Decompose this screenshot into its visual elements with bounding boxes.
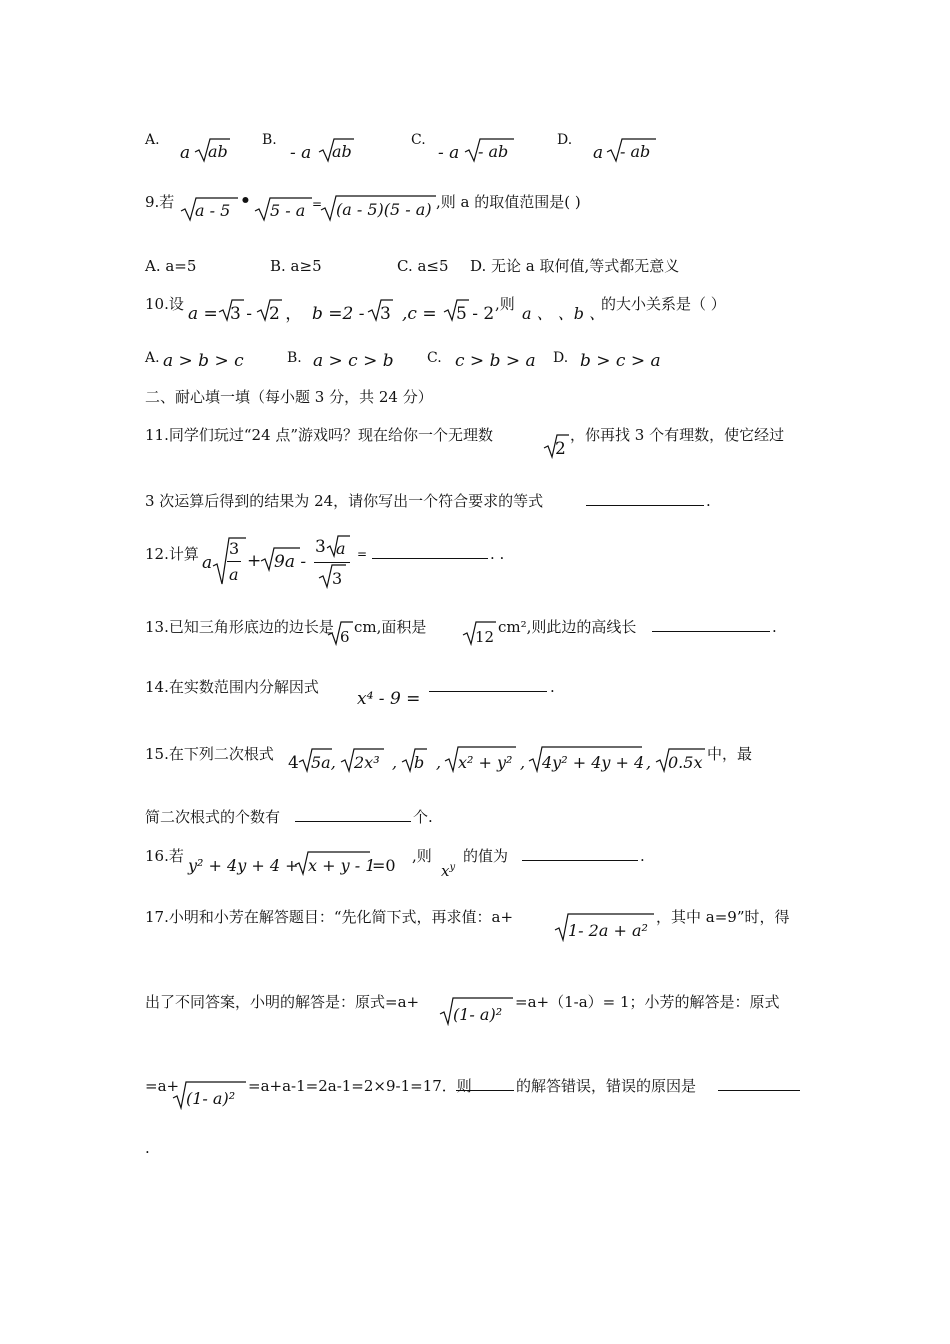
q15-r4: x² + y²: [458, 753, 513, 772]
q15-coef-4: 4: [288, 753, 299, 773]
q11-line2: 3 次运算后得到的结果为 24，请你写出一个符合要求的等式: [145, 492, 544, 510]
q8-option-b-label: B.: [262, 132, 277, 148]
q12-num-radicand: a: [336, 539, 346, 558]
q8-option-a-radicand: ab: [208, 142, 228, 161]
q15-end: 个.: [413, 808, 433, 826]
q12-den-radicand: 3: [332, 569, 343, 588]
q17-blank-reason[interactable]: [718, 1076, 800, 1096]
q17-line2b: =a+（1-a）= 1；小芳的解答是：原式: [515, 993, 780, 1011]
q9-option-c: C. a≤5: [397, 257, 449, 275]
q15-r2: 2x³: [354, 753, 380, 772]
q16-tail: 的值为: [463, 847, 509, 865]
q8-option-a-label: A.: [145, 132, 160, 148]
q15-r1: 5a,: [311, 753, 336, 772]
q8-option-c-coef: - a: [438, 143, 460, 163]
q12-radicand-9a: 9a -: [274, 552, 307, 572]
q12-equals: =: [357, 547, 368, 561]
q12-frac-den: a: [229, 565, 239, 584]
section-2-heading: 二、耐心填一填（每小题 3 分，共 24 分）: [145, 388, 433, 406]
q10-option-c: c > b > a: [455, 351, 536, 371]
q12-end: . .: [490, 545, 505, 563]
q10-suffix: ,则: [495, 295, 515, 313]
q11-line1b: ，你再找 3 个有理数，使它经过: [570, 426, 785, 444]
q16-expr-left: y² + 4y + 4 +: [188, 856, 299, 875]
comma: ,: [392, 753, 398, 772]
q13-end: .: [772, 618, 777, 636]
q17-radicand-3: (1- a)²: [186, 1089, 236, 1108]
q10-expr-c: ,c =: [402, 304, 437, 324]
q16-mid: ,则: [412, 847, 432, 865]
q10-prefix: 10.设: [145, 295, 184, 313]
q10-option-a-label: A.: [145, 350, 160, 366]
q13-cm: cm,面积是: [354, 618, 427, 636]
q16-answer-blank[interactable]: [522, 846, 638, 866]
q9-suffix: ,则 a 的取值范围是( ): [436, 193, 581, 211]
q10-val-3: 3 -: [230, 304, 252, 324]
q16-end: .: [640, 847, 645, 865]
q15-r3: b: [414, 753, 425, 772]
q8-option-b-radicand: ab: [332, 142, 352, 161]
q11-radicand: 2: [555, 439, 566, 459]
q10-val-3b: 3: [380, 304, 391, 324]
q17-radicand-2: (1- a)²: [453, 1005, 503, 1024]
q17-line3c: 的解答错误，错误的原因是: [516, 1077, 697, 1095]
q17-line3a: =a+: [145, 1077, 180, 1095]
q14-prefix: 14.在实数范围内分解因式: [145, 678, 319, 696]
q10-option-d-label: D.: [553, 350, 569, 366]
q10-vars: a 、 、b 、: [522, 304, 606, 323]
q17-line3b: =a+a-1=2a-1=2×9-1=17．则: [248, 1077, 472, 1095]
q10-expr-a: a =: [188, 304, 218, 324]
q10-val-5: 5 - 2: [456, 304, 495, 324]
q10-option-b-label: B.: [287, 350, 302, 366]
q12-answer-blank[interactable]: [372, 544, 488, 564]
q17-radicand-1: 1- 2a + a²: [568, 921, 648, 940]
q10-tail: 的大小关系是（ ）: [601, 295, 726, 313]
q11-answer-blank[interactable]: [586, 491, 704, 511]
q17-line1b: ，其中 a=9”时，得: [656, 908, 790, 926]
q12-num-coef: 3: [315, 537, 326, 557]
q8-option-b-coef: - a: [290, 143, 312, 163]
equals-sign: =: [312, 197, 323, 211]
q8-option-c-radicand: - ab: [478, 142, 509, 161]
q15-line2: 简二次根式的个数有: [145, 808, 281, 826]
q16-equals-zero: =0: [372, 856, 396, 875]
q17-line4: .: [145, 1139, 150, 1157]
q15-r5: 4y² + 4y + 4: [542, 753, 645, 772]
q10-expr-b: b =2 -: [312, 304, 365, 324]
q16-prefix: 16.若: [145, 847, 184, 865]
q14-expr: x⁴ - 9 =: [357, 689, 421, 709]
q9-option-a: A. a=5: [145, 257, 197, 275]
comma: ,: [436, 753, 442, 772]
q11-line1a: 11.同学们玩过“24 点”游戏吗？现在给你一个无理数: [145, 426, 494, 444]
q9-radicand-2: 5 - a: [270, 201, 306, 220]
q13-radicand-6: 6: [340, 628, 350, 646]
q13-prefix: 13.已知三角形底边的边长是: [145, 618, 334, 636]
q10-option-b: a > c > b: [313, 351, 394, 371]
q16-radicand: x + y - 1: [308, 856, 376, 875]
comma: ,: [520, 753, 526, 772]
q8-option-c-label: C.: [411, 132, 426, 148]
q17-line2a: 出了不同答案，小明的解答是：原式=a+: [145, 993, 420, 1011]
comma: ,: [646, 753, 652, 772]
q10-option-a: a > b > c: [163, 351, 244, 371]
q14-end: .: [550, 678, 555, 696]
q15-prefix: 15.在下列二次根式: [145, 745, 274, 763]
q13-radicand-12: 12: [475, 628, 495, 646]
q14-answer-blank[interactable]: [429, 677, 547, 697]
q9-prefix: 9.若: [145, 193, 175, 211]
q8-option-d-label: D.: [557, 132, 573, 148]
q9-option-b: B. a≥5: [270, 257, 322, 275]
fraction-bar: [227, 561, 241, 562]
q17-line1a: 17.小明和小芳在解答题目：“先化简下式，再求值：a+: [145, 908, 514, 926]
q13-cm2: cm²,则此边的高线长: [498, 618, 637, 636]
q15-r6: 0.5x: [668, 753, 703, 772]
q13-answer-blank[interactable]: [652, 617, 770, 637]
q8-option-d-radicand: - ab: [620, 142, 651, 161]
plus-sign: +: [247, 551, 262, 571]
q12-frac-num: 3: [229, 539, 240, 558]
q11-end: .: [706, 492, 711, 510]
q10-val-2: 2 ，: [269, 304, 303, 324]
q9-radicand-1: a - 5: [195, 201, 231, 220]
q10-option-c-label: C.: [427, 350, 442, 366]
q17-blank-who[interactable]: [456, 1076, 514, 1096]
q15-mid: 中，最: [707, 745, 753, 763]
q16-power: $x^y$: [441, 862, 456, 880]
q10-option-d: b > c > a: [580, 351, 661, 371]
dot-operator: •: [240, 191, 251, 211]
q9-option-d: D. 无论 a 取何值,等式都无意义: [470, 257, 680, 275]
q15-answer-blank[interactable]: [295, 807, 411, 827]
q8-option-d-coef: a: [593, 143, 604, 163]
q12-prefix: 12.计算: [145, 545, 199, 563]
q8-option-a-coef: a: [180, 143, 191, 163]
q12-coef: a: [202, 553, 213, 573]
q9-radicand-3: (a - 5)(5 - a): [336, 200, 432, 219]
